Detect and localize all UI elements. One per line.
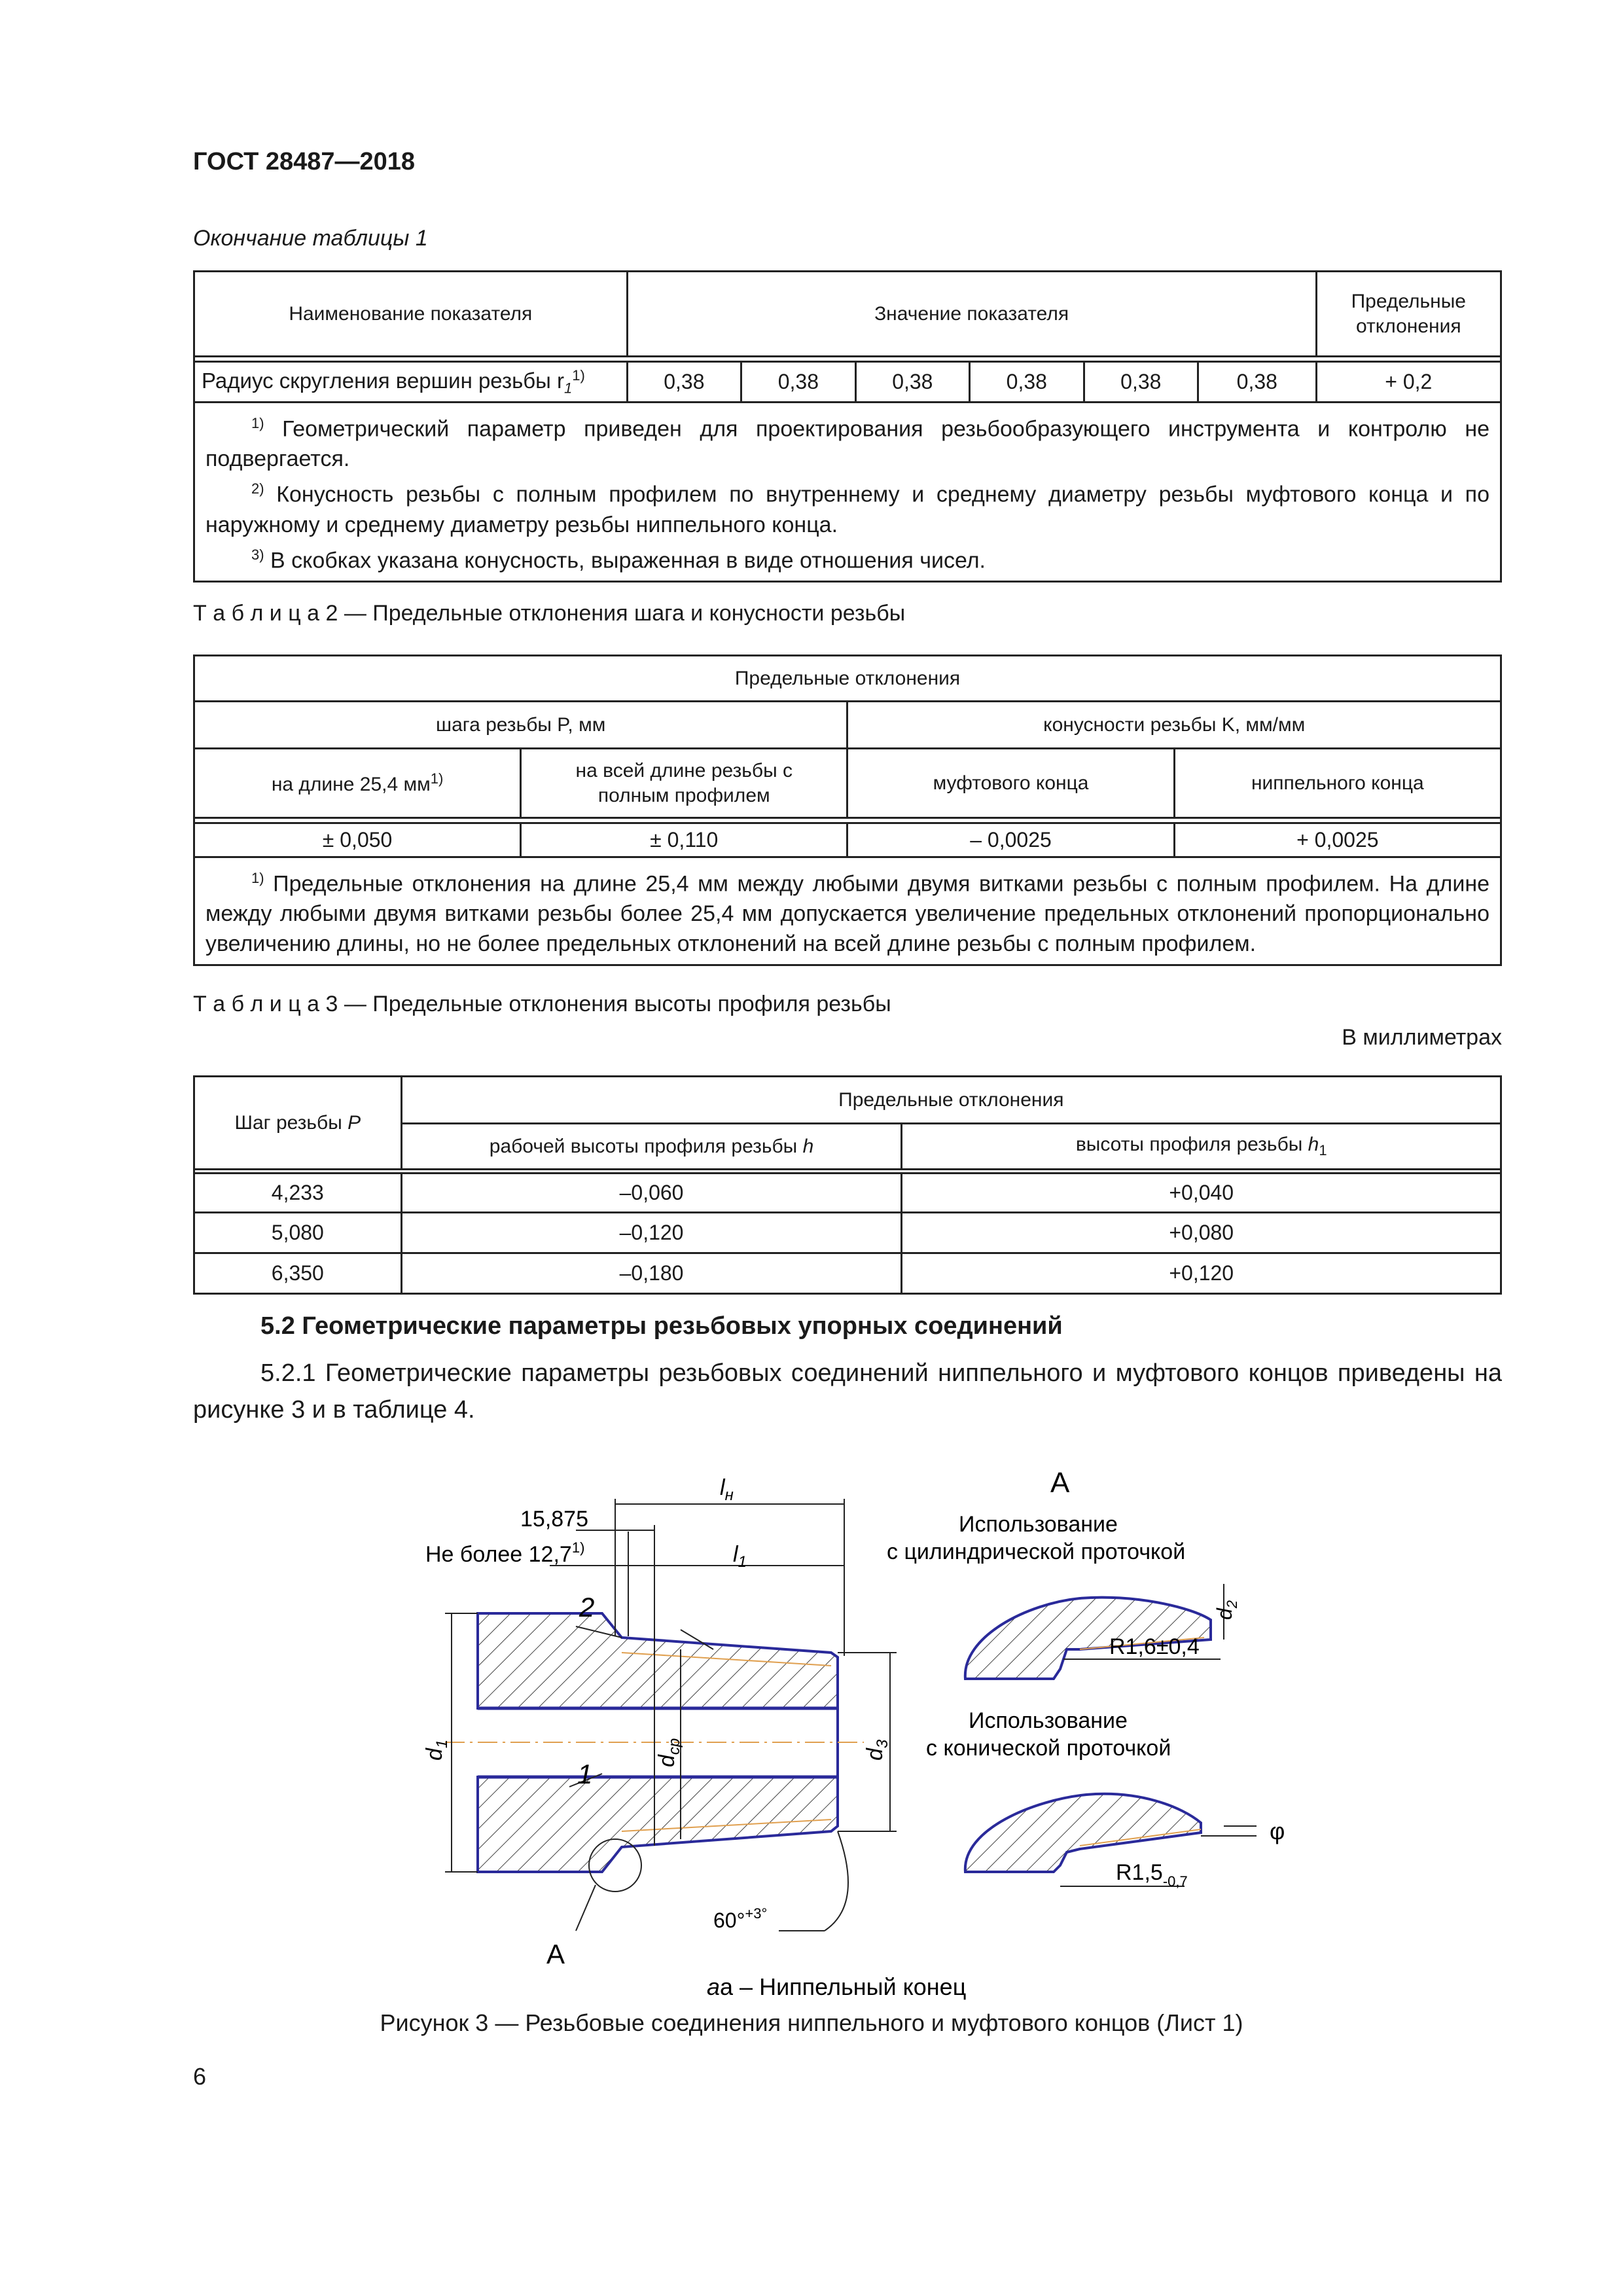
table3-head-top: Предельные отклонения: [401, 1077, 1501, 1124]
table3-cell: +0,120: [902, 1253, 1501, 1294]
detail1-caption: с цилиндрической проточкой: [887, 1539, 1186, 1564]
table2-head-top: Предельные отклонения: [194, 656, 1501, 702]
table3-cell: –0,180: [401, 1253, 902, 1294]
detail2-profile: [965, 1794, 1201, 1872]
table1-head-value: Значение показателя: [627, 272, 1316, 357]
table1-deviation: + 0,2: [1316, 362, 1501, 403]
table1-note: $^{2)}$ Конусность резьбы с полным профилем по внутреннему и среднему диаметру резьбы муфтового конца и по наружному и среднему диаметру резьбы ниппельного конца.: [205, 480, 1489, 537]
table2-col-box: муфтового конца: [847, 749, 1174, 818]
label-d3: $d_3$: [863, 1739, 891, 1761]
table2: [193, 655, 1502, 966]
section-paragraph: 5.2.1 Геометрические параметры резьбовых соединений ниппельного и муфтового концов приведены на рисунке 3 и в таблице 4.: [193, 1359, 1502, 1424]
dim-15875: 15,875: [520, 1507, 588, 1532]
table1: [193, 270, 1502, 583]
table1-value: 0,38: [741, 362, 855, 403]
label-d1: $d_1$: [422, 1739, 451, 1761]
detail1-d2: $d_2$: [1213, 1600, 1240, 1620]
table2-col-full: на всей длине резьбы с полным профилем: [521, 749, 847, 818]
table1-value: 0,38: [970, 362, 1084, 403]
table2-value: + 0,0025: [1174, 823, 1501, 857]
table2-value: – 0,0025: [847, 823, 1174, 857]
nipple-wall-upper: [478, 1613, 838, 1708]
table2-caption: Т а б л и ц а 2 — Предельные отклонения шага и конусности резьбы: [193, 601, 906, 626]
table1-note: $^{1)}$ Геометрический параметр приведен для проектирования резьбообразующего инструмента и контролю не подвергается.: [205, 415, 1489, 472]
table1-notes: [194, 403, 1501, 582]
table1-value: 0,38: [855, 362, 969, 403]
document-title: ГОСТ 28487—2018: [193, 148, 416, 175]
table3-head-h1: высоты профиля резьбы $h_1$: [902, 1124, 1501, 1170]
table3-head-step: Шаг резьбы P: [194, 1077, 402, 1170]
figure-subcaption: aa – Ниппельный конец: [707, 1973, 967, 2000]
detail2-caption: Использование: [969, 1708, 1128, 1733]
nipple-wall-lower: [478, 1777, 838, 1872]
table1-head-name: Наименование показателя: [194, 272, 628, 357]
figure-3-drawing: [406, 1453, 1309, 2000]
table3-cell: 6,350: [194, 1253, 402, 1294]
table3-cell: –0,060: [401, 1174, 902, 1213]
table1-value: 0,38: [627, 362, 741, 403]
detail2-radius: $R1,5_{-0,7}$: [1116, 1860, 1188, 1890]
detail-title: A: [1050, 1467, 1070, 1499]
table2-head-pitch: шага резьбы P, мм: [194, 702, 847, 749]
table2-value: ± 0,110: [521, 823, 847, 857]
table3: [193, 1075, 1502, 1295]
table3-cell: +0,040: [902, 1174, 1501, 1213]
table1-caption: Окончание таблицы 1: [193, 226, 428, 251]
detail1-caption: Использование: [959, 1512, 1118, 1537]
label-dcp: $d_{ср}$: [654, 1738, 683, 1767]
table2-head-taper: конусности резьбы K, мм/мм: [847, 702, 1501, 749]
label-1: 1: [577, 1759, 593, 1789]
table3-unit: В миллиметрах: [1342, 1025, 1502, 1050]
table3-head-h: рабочей высоты профиля резьбы h: [401, 1124, 902, 1170]
label-a: A: [546, 1939, 565, 1969]
label-2: 2: [579, 1592, 595, 1623]
dim-l1: $l_1$: [733, 1542, 747, 1571]
table1-note: $^{3)}$ В скобках указана конусность, выраженная в виде отношения чисел.: [251, 546, 986, 573]
table1-value: 0,38: [1198, 362, 1317, 403]
table3-caption: Т а б л и ц а 3 — Предельные отклонения высоты профиля резьбы: [193, 992, 891, 1016]
table2-col-pin: ниппельного конца: [1174, 749, 1501, 818]
table1-value: 0,38: [1084, 362, 1198, 403]
table2-col-25mm: на длине 25,4 $мм^{1)}$: [194, 749, 521, 818]
dim-ln: $l_н$: [720, 1475, 734, 1504]
table2-note: $^{1)}$ Предельные отклонения на длине 25,4 мм между любыми двумя витками резьбы с полным профилем. На длине между любыми двумя витками резьбы более 25,4 мм допускается увеличение предельных отклонений пропорционально увеличению длины, но не более предельных отклонений на всей длине резьбы с полным профилем.: [194, 857, 1501, 965]
page-number: 6: [193, 2063, 207, 2090]
table3-cell: –0,120: [401, 1213, 902, 1253]
angle-label: 60°$^{+3^\circ}$: [713, 1905, 768, 1932]
detail2-caption: с конической проточкой: [926, 1736, 1171, 1761]
detail1-radius: R1,6±0,4: [1109, 1634, 1200, 1659]
section-heading: 5.2 Геометрические параметры резьбовых упорных соединений: [260, 1312, 1063, 1340]
table1-head-deviation: Предельные отклонения: [1316, 272, 1501, 357]
table3-cell: 4,233: [194, 1174, 402, 1213]
figure-caption: Рисунок 3 — Резьбовые соединения ниппельного и муфтового концов (Лист 1): [380, 2009, 1243, 2036]
table1-row-label: Радиус скругления вершин резьбы $r_1^{1)}$: [194, 362, 628, 403]
table2-value: ± 0,050: [194, 823, 521, 857]
detail2-phi: φ: [1270, 1818, 1285, 1844]
dim-max-127: Не более 12,7$^{1)}$: [425, 1539, 585, 1567]
table3-cell: +0,080: [902, 1213, 1501, 1253]
table3-cell: 5,080: [194, 1213, 402, 1253]
